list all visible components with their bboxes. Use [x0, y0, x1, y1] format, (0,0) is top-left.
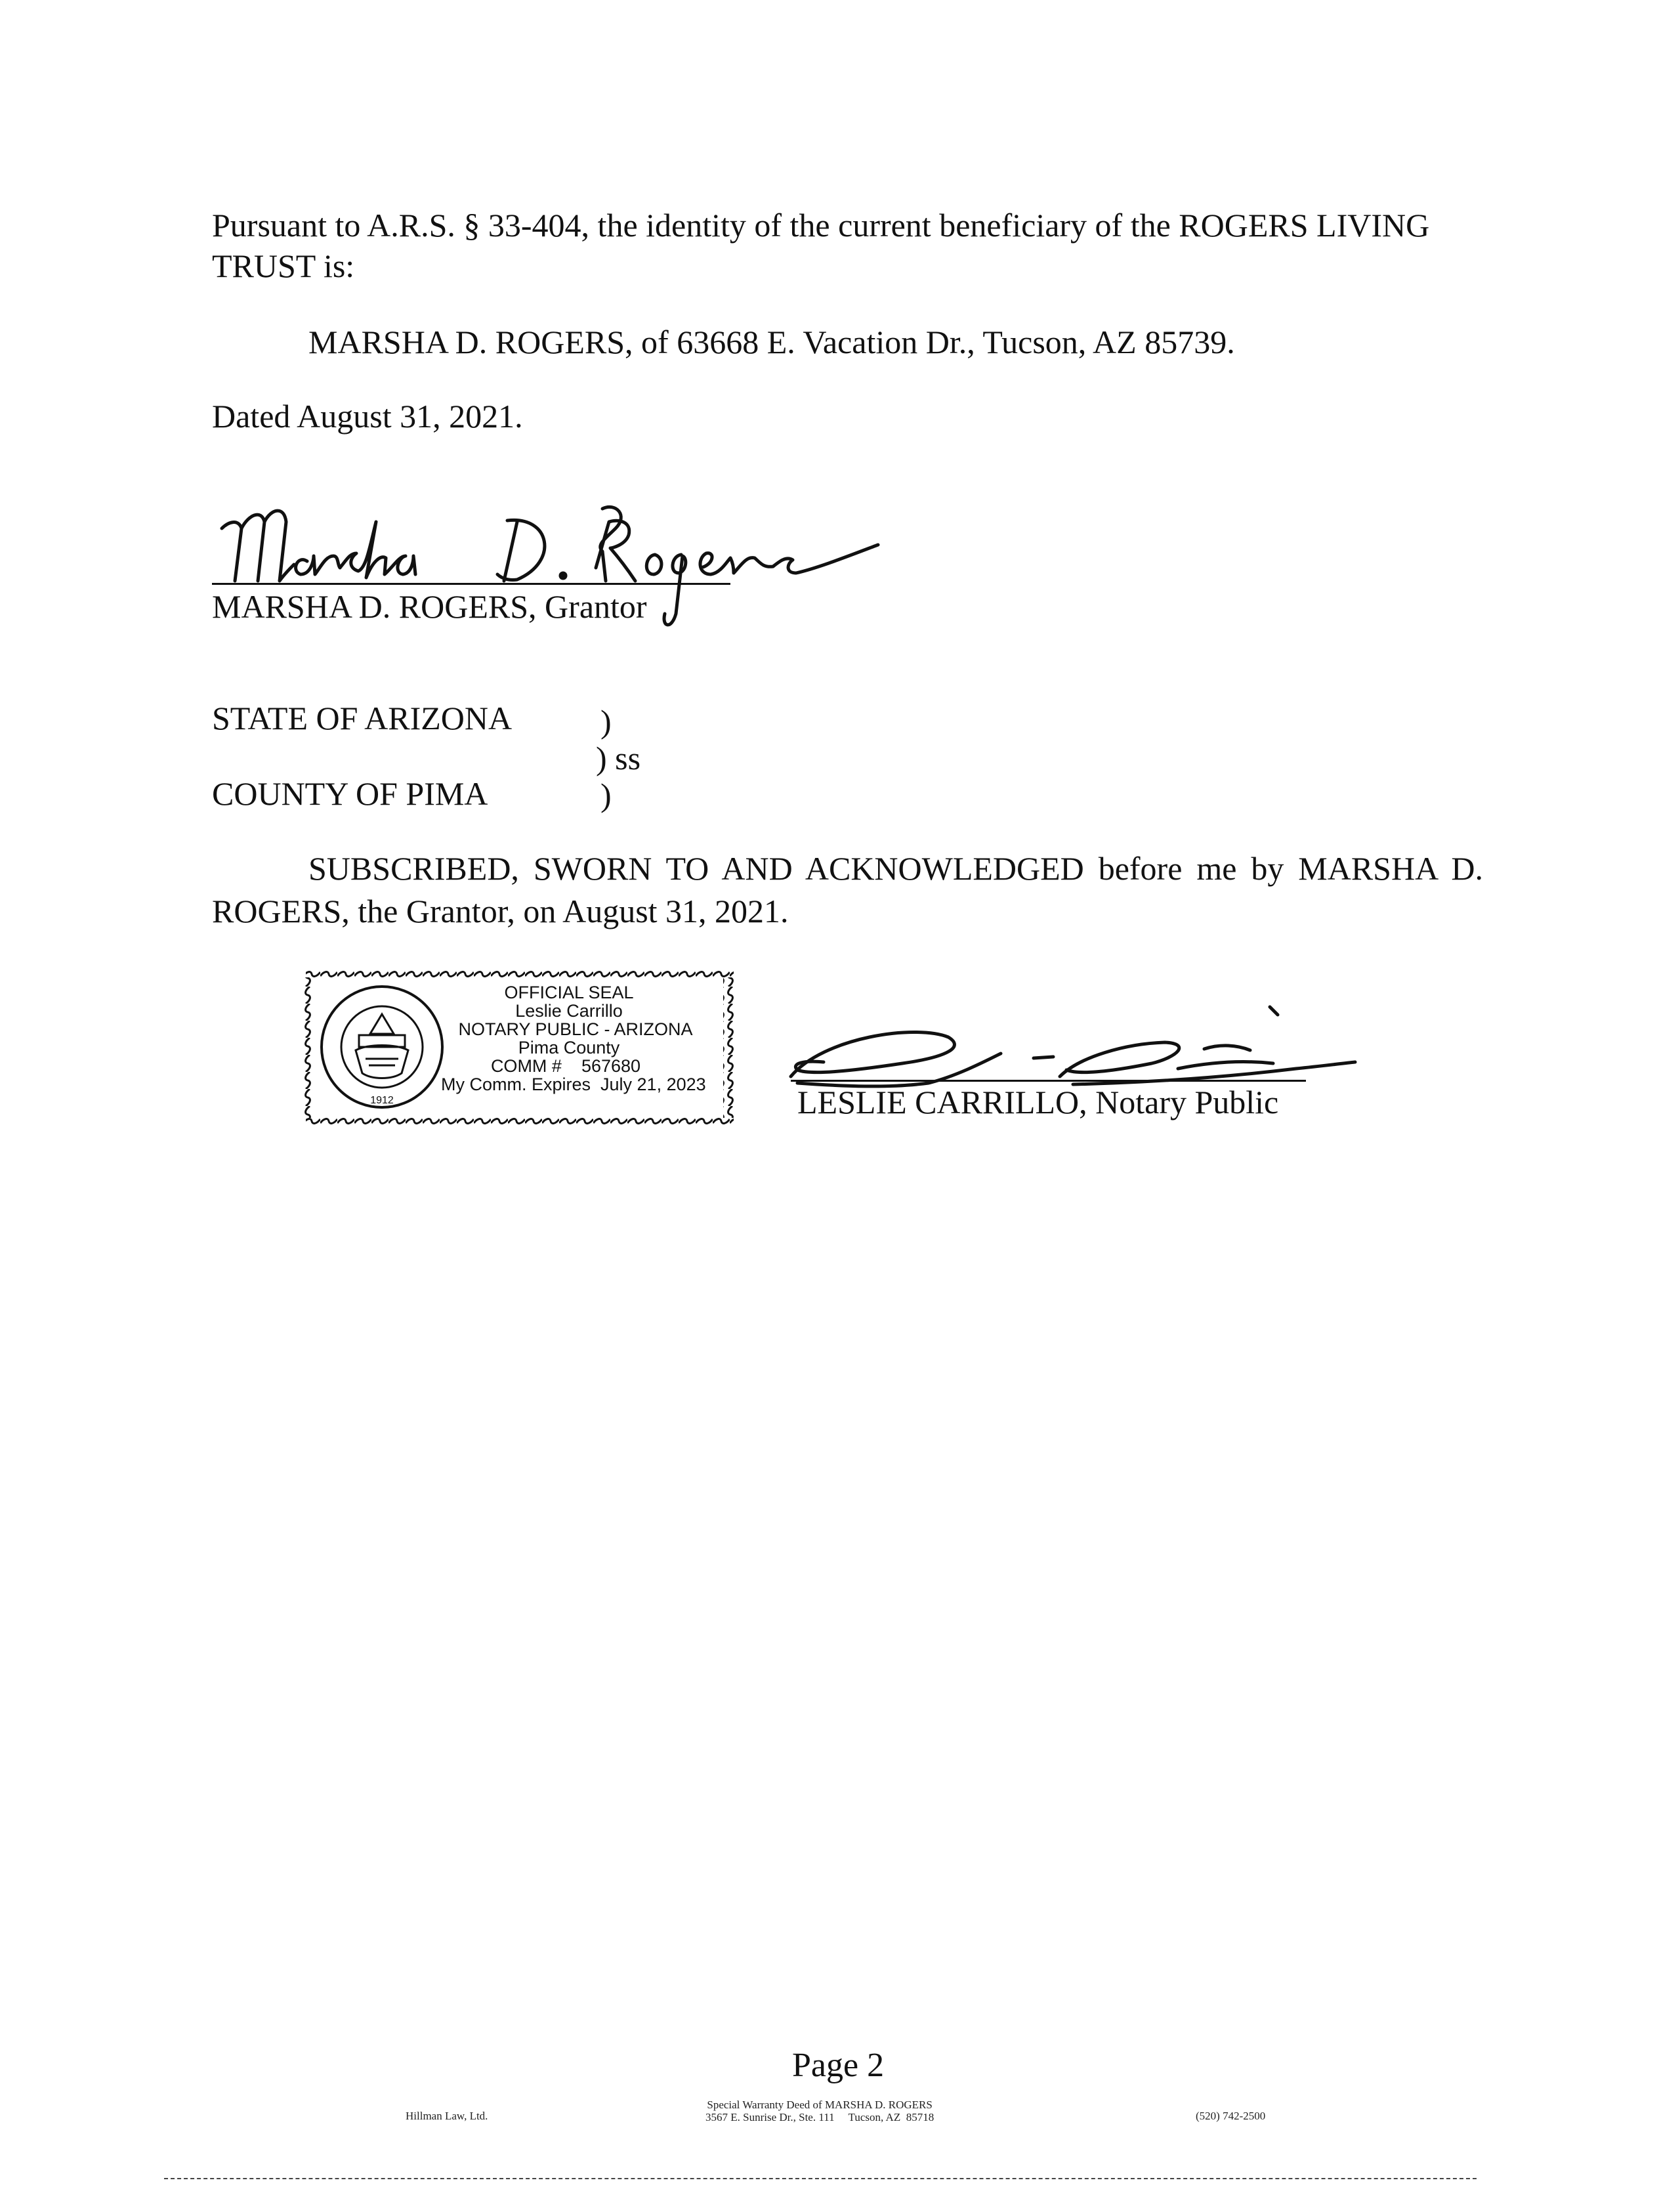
- notary-stamp: [303, 970, 736, 1127]
- venue-state: STATE OF ARIZONA: [212, 700, 513, 736]
- intro-paragraph: Pursuant to A.R.S. § 33-404, the identity of the current beneficiary of the ROGERS LIVING TRUST is:: [212, 207, 1430, 284]
- acknowledgment-line-2: ROGERS, the Grantor, on August 31, 2021.: [212, 893, 789, 929]
- page-label: Page 2: [792, 2047, 885, 2084]
- stamp-line-2: Leslie Carrillo: [515, 1001, 623, 1021]
- dated-line: Dated August 31, 2021.: [212, 398, 523, 435]
- stamp-line-1: OFFICIAL SEAL: [504, 983, 634, 1002]
- notary-caption: LESLIE CARRILLO, Notary Public: [797, 1084, 1279, 1120]
- grantor-signature-line: [212, 583, 730, 585]
- stamp-line-5: COMM # 567680: [490, 1056, 641, 1076]
- footer-document-title: [705, 2099, 934, 2123]
- arizona-seal-icon: [316, 981, 448, 1113]
- venue-paren-3: ): [600, 777, 612, 813]
- venue-county: COUNTY OF PIMA: [212, 775, 488, 812]
- footer-divider: [164, 2178, 1477, 2179]
- venue-paren-1: ): [600, 703, 612, 740]
- footer-phone: (520) 742-2500: [1196, 2110, 1266, 2122]
- grantor-caption: MARSHA D. ROGERS, Grantor: [212, 588, 647, 625]
- beneficiary-line: MARSHA D. ROGERS, of 63668 E. Vacation Dr., Tucson, AZ 85739.: [308, 324, 1235, 360]
- svg-text:1912: 1912: [370, 1095, 394, 1106]
- venue-paren-ss: ) ss: [596, 740, 641, 777]
- footer-center-line-1: Special Warranty Deed of MARSHA D. ROGERS: [707, 2099, 933, 2111]
- stamp-line-3: NOTARY PUBLIC - ARIZONA: [458, 1019, 693, 1039]
- footer-center-line-2: 3567 E. Sunrise Dr., Ste. 111 Tucson, AZ 85718: [705, 2111, 934, 2123]
- stamp-line-6: My Comm. Expires July 21, 2023: [441, 1075, 706, 1094]
- acknowledgment-line-1: SUBSCRIBED, SWORN TO AND ACKNOWLEDGED before me by MARSHA D.: [308, 850, 1483, 887]
- footer-firm: Hillman Law, Ltd.: [406, 2110, 488, 2122]
- stamp-line-4: Pima County: [518, 1038, 620, 1057]
